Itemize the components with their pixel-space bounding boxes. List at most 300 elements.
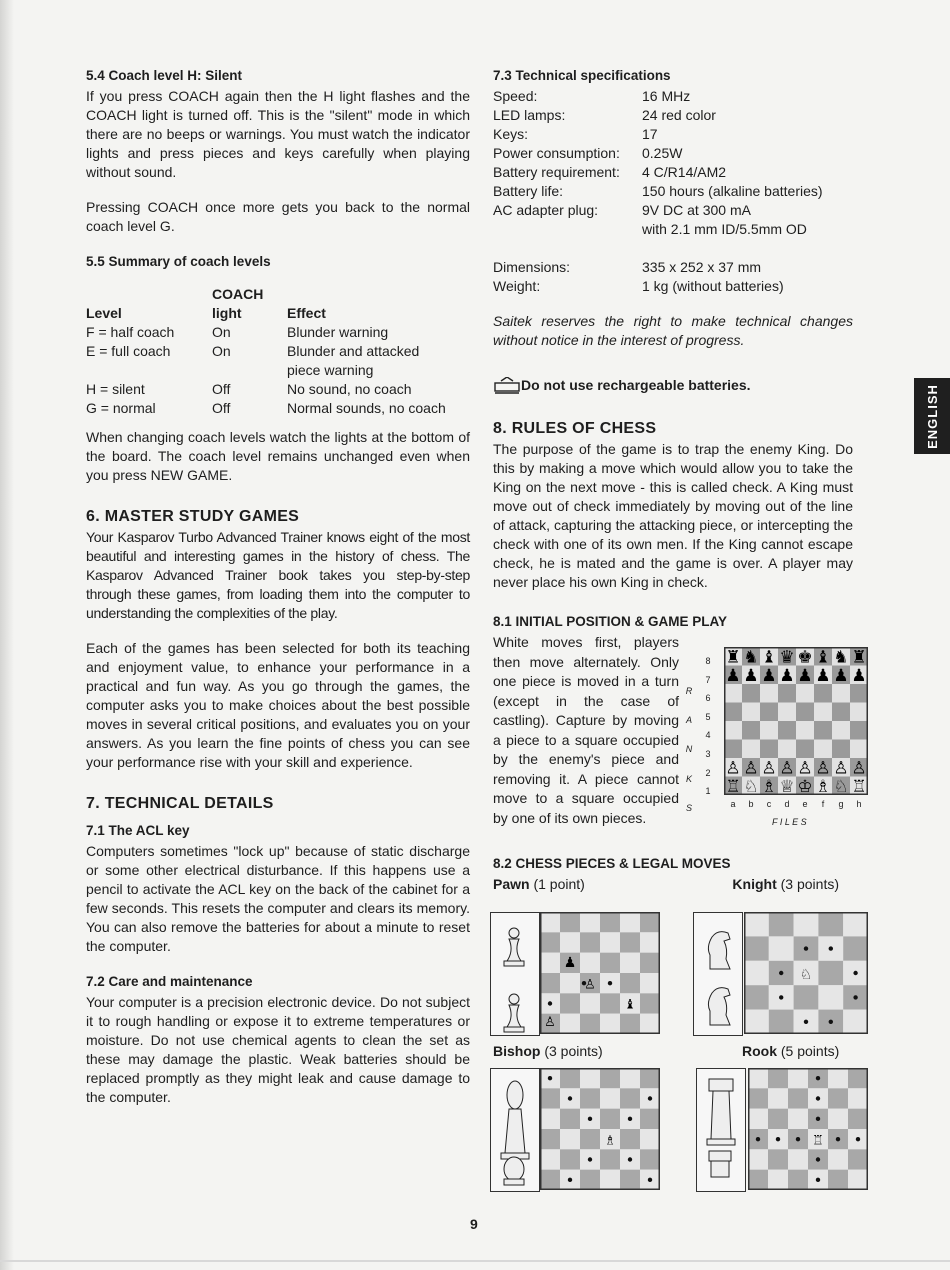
board-square — [796, 721, 814, 740]
bishop-figure — [490, 1068, 540, 1192]
spec-value: with 2.1 mm ID/5.5mm OD — [642, 221, 807, 237]
board-square — [769, 912, 794, 936]
board-square — [788, 1088, 808, 1108]
spec-row — [493, 182, 823, 201]
move-dot — [796, 1137, 800, 1141]
move-dot — [568, 1096, 572, 1100]
battery-warning — [493, 376, 853, 395]
board-square — [850, 721, 868, 740]
board-square — [540, 1170, 560, 1190]
pawn-icon — [504, 994, 524, 1032]
board-square — [828, 1170, 848, 1190]
spec-row — [493, 144, 823, 163]
move-dot — [548, 1001, 552, 1005]
section-5-4-heading: 5.4 Coach level H: Silent — [86, 68, 243, 83]
cell-level: H = silent — [86, 381, 145, 397]
table-row — [86, 342, 470, 380]
board-square — [620, 912, 640, 932]
board-square — [540, 973, 560, 993]
spec-value: 150 hours (alkaline batteries) — [642, 183, 823, 199]
white-piece-icon: ♔ — [797, 777, 813, 795]
board-square — [848, 1068, 868, 1088]
board-square — [748, 1149, 768, 1169]
page-number: 9 — [470, 1216, 478, 1232]
rook-label: Rook (5 points) — [742, 1043, 840, 1059]
board-square — [768, 1109, 788, 1129]
board-square — [640, 1068, 660, 1088]
spec-key: Dimensions: — [493, 259, 571, 275]
white-rook-icon: ♖ — [812, 1133, 824, 1149]
section-6-heading: 6. MASTER STUDY GAMES — [86, 508, 300, 525]
files-label: F I L E S — [772, 817, 807, 827]
file-letter: e — [802, 799, 808, 809]
section-7-1-heading: 7.1 The ACL key — [86, 823, 190, 838]
board-square — [828, 1149, 848, 1169]
black-pawn-icon: ♟ — [743, 666, 759, 686]
board-square — [843, 1010, 868, 1034]
board-square — [769, 1010, 794, 1034]
move-dot — [568, 1178, 572, 1182]
initial-position-board — [724, 647, 868, 795]
board-square — [540, 932, 560, 952]
pawn-label: Pawn (1 point) — [493, 876, 585, 892]
bishop-label: Bishop (3 points) — [493, 1043, 603, 1059]
board-square — [724, 740, 742, 759]
black-pawn-icon: ♟ — [851, 666, 867, 686]
board-square — [560, 1149, 580, 1169]
spec-row — [493, 87, 823, 106]
cell-level: E = full coach — [86, 343, 171, 359]
board-square — [640, 973, 660, 993]
col-effect: Effect — [287, 305, 326, 321]
black-pawn-icon: ♟ — [761, 666, 777, 686]
board-square — [760, 684, 778, 703]
board-square — [640, 1109, 660, 1129]
board-square — [600, 1170, 620, 1190]
black-piece-icon: ♝ — [815, 647, 831, 668]
white-piece-icon: ♕ — [779, 777, 795, 795]
board-square — [788, 1149, 808, 1169]
board-square — [744, 985, 769, 1009]
board-square — [748, 1109, 768, 1129]
spec-key: LED lamps: — [493, 107, 566, 123]
coach-levels-table — [86, 285, 470, 418]
board-square — [832, 684, 850, 703]
move-dot — [853, 995, 857, 999]
board-square — [828, 1068, 848, 1088]
rook-icon — [709, 1151, 731, 1177]
cell-level: F = half coach — [86, 324, 175, 340]
board-square — [620, 1170, 640, 1190]
knight-label: Knight (3 points) — [732, 876, 839, 892]
cell-light: Off — [212, 381, 231, 397]
board-square — [640, 932, 660, 952]
board-square — [778, 721, 796, 740]
board-square — [742, 684, 760, 703]
spec-row — [493, 163, 823, 182]
black-pawn-icon: ♟ — [833, 666, 849, 686]
rook-figure — [696, 1068, 746, 1192]
section-8-heading: 8. RULES OF CHESS — [493, 420, 657, 437]
board-square — [540, 953, 560, 973]
col-level: Level — [86, 305, 122, 321]
cell-effect: Blunder and attacked piece warning — [287, 343, 420, 378]
rank-number: 8 — [705, 656, 711, 666]
move-dot — [648, 1178, 652, 1182]
board-square — [742, 740, 760, 759]
board-square — [768, 1149, 788, 1169]
board-square — [620, 953, 640, 973]
board-square — [540, 912, 560, 932]
board-square — [744, 961, 769, 985]
black-piece-icon: ♜ — [851, 647, 867, 668]
black-pawn-icon: ♟ — [797, 666, 813, 686]
section-5-5-heading: 5.5 Summary of coach levels — [86, 254, 271, 269]
board-square — [560, 1014, 580, 1034]
board-square — [814, 721, 832, 740]
warning-text: Do not use rechargeable batteries. — [521, 377, 751, 393]
move-dot — [816, 1178, 820, 1182]
move-dot — [628, 1157, 632, 1161]
move-dot — [756, 1137, 760, 1141]
board-square — [848, 1170, 868, 1190]
rank-numbers — [703, 652, 713, 801]
board-square — [814, 684, 832, 703]
section-7-1-body: Computers sometimes "lock up" because of static discharge or some other electrical disturbance. If this happens use a pencil to activate the ACL key on the back of the cabinet for a few seconds. This resets the computer and clears its memory. You can also remove the batteries for about a minute to reset the computer. — [86, 843, 470, 954]
board-square — [843, 912, 868, 936]
board-square — [640, 1014, 660, 1034]
board-square — [796, 740, 814, 759]
spec-value: 1 kg (without batteries) — [642, 278, 784, 294]
white-piece-icon: ♖ — [851, 777, 867, 795]
white-piece-icon: ♗ — [815, 777, 831, 795]
board-square — [580, 932, 600, 952]
move-dot — [853, 971, 857, 975]
black-piece-icon: ♞ — [743, 647, 759, 668]
section-8-2 — [493, 854, 853, 894]
board-square — [580, 912, 600, 932]
move-dot — [816, 1157, 820, 1161]
board-square — [832, 740, 850, 759]
rank-number: 6 — [705, 693, 711, 704]
spec-value: 16 MHz — [642, 88, 691, 104]
section-8-2-heading: 8.2 CHESS PIECES & LEGAL MOVES — [493, 856, 731, 871]
board-square — [620, 1068, 640, 1088]
white-pawn-icon: ♙ — [725, 758, 741, 779]
file-letter: f — [821, 799, 825, 809]
white-pawn-icon: ♙ — [761, 758, 777, 779]
move-dot — [836, 1137, 840, 1141]
board-square — [560, 973, 580, 993]
white-piece-icon: ♘ — [833, 777, 849, 795]
black-piece-icon: ♝ — [761, 647, 777, 668]
white-pawn-icon: ♙ — [544, 1014, 556, 1030]
board-square — [560, 912, 580, 932]
board-square — [744, 912, 769, 936]
white-pawn-icon: ♙ — [833, 758, 849, 779]
board-square — [620, 1088, 640, 1108]
black-piece-icon: ♚ — [797, 647, 813, 668]
board-square — [818, 912, 843, 936]
spec-row — [493, 201, 823, 220]
rook-icon — [707, 1079, 735, 1145]
spec-row — [493, 258, 823, 277]
move-dot — [779, 971, 783, 975]
spec-row — [493, 277, 823, 296]
black-piece-icon: ♜ — [725, 647, 741, 668]
black-pawn-icon: ♟ — [815, 666, 831, 686]
pawn-move-board — [540, 912, 660, 1034]
board-square — [796, 684, 814, 703]
move-dot — [816, 1096, 820, 1100]
section-6-p2: Each of the games has been selected for both its teaching and enjoyment value, to enhance your performance in a practical and fun way. As you go through the games, the computer asks you to make choices about the best possible moves in several critical positions, and evaluates you on your answers. As you learn the fine points of chess you can see your performance rise with your skill and experience. — [86, 640, 470, 770]
board-square — [850, 684, 868, 703]
section-8-body: The purpose of the game is to trap the enemy King. Do this by making a move which would allow you to take the King on the next move - this is called check. A King must move out of check immediately by moving out of the line of attack, capturing the attacking piece, or intercepting the check with one of its own men. If the King cannot escape check, he is mated and the game is over. A player may never place his own King in check. — [493, 441, 853, 590]
board-square — [828, 1088, 848, 1108]
board-square — [744, 936, 769, 960]
board-square — [848, 1109, 868, 1129]
board-square — [818, 985, 843, 1009]
board-square — [620, 973, 640, 993]
board-square — [796, 703, 814, 722]
file-letter: g — [838, 799, 844, 809]
cell-effect: Blunder warning — [287, 324, 389, 340]
move-dot — [776, 1137, 780, 1141]
board-square — [818, 961, 843, 985]
section-5-4-body2: Pressing COACH once more gets you back to the normal coach level G. — [86, 199, 470, 234]
board-square — [768, 1088, 788, 1108]
spec-row — [493, 125, 823, 144]
white-bishop-icon: ♗ — [604, 1133, 616, 1149]
language-tab: ENGLISH — [914, 378, 950, 454]
move-dot — [804, 946, 808, 950]
board-square — [814, 740, 832, 759]
knight-figure — [693, 912, 743, 1036]
board-square — [580, 1014, 600, 1034]
board-square — [640, 1129, 660, 1149]
board-square — [600, 932, 620, 952]
board-square — [850, 703, 868, 722]
file-letter: b — [748, 799, 754, 809]
board-square — [580, 1088, 600, 1108]
board-square — [748, 1068, 768, 1088]
board-square — [620, 1014, 640, 1034]
section-8-1-heading: 8.1 INITIAL POSITION & GAME PLAY — [493, 614, 728, 629]
board-square — [600, 1014, 620, 1034]
white-pawn-icon: ♙ — [797, 758, 813, 779]
move-dot — [804, 1020, 808, 1024]
move-dot — [588, 1117, 592, 1121]
white-pawn-icon: ♙ — [779, 758, 795, 779]
board-square — [748, 1088, 768, 1108]
spec-key: AC adapter plug: — [493, 202, 599, 218]
spec-value: 24 red color — [642, 107, 716, 123]
board-square — [828, 1109, 848, 1129]
board-square — [768, 1170, 788, 1190]
board-square — [724, 703, 742, 722]
board-square — [832, 703, 850, 722]
board-square — [560, 932, 580, 952]
spec-key — [493, 220, 642, 239]
white-pawn-icon: ♙ — [584, 977, 596, 993]
file-letter: d — [784, 799, 790, 809]
file-letter: a — [730, 799, 736, 809]
white-pawn-icon: ♙ — [851, 758, 867, 779]
board-square — [742, 703, 760, 722]
white-pawn-icon: ♙ — [743, 758, 759, 779]
board-square — [788, 1109, 808, 1129]
table-row — [86, 399, 470, 418]
spec-value: 4 C/R14/AM2 — [642, 164, 727, 180]
spec-table — [493, 87, 823, 296]
black-pawn-icon: ♟ — [725, 666, 741, 686]
board-square — [843, 936, 868, 960]
knight-icon — [708, 932, 730, 969]
bishop-move-board — [540, 1068, 660, 1190]
board-square — [788, 1068, 808, 1088]
board-square — [600, 1109, 620, 1129]
black-pawn-icon: ♟ — [779, 666, 795, 686]
no-recharge-icon — [493, 377, 521, 395]
cell-effect: Normal sounds, no coach — [287, 400, 446, 416]
white-piece-icon: ♗ — [761, 777, 777, 795]
move-dot — [648, 1096, 652, 1100]
section-8-1-body: White moves first, players then move alternately. Only one piece is moved in a turn (except in the case of castling). Capture by moving a piece to a square occupied by the enemy's piece and removing it. A piece cannot move to a square occupied by one of its own pieces. — [493, 634, 679, 826]
spec-value: 335 x 252 x 37 mm — [642, 259, 762, 275]
table-row — [86, 323, 470, 342]
cell-light: On — [212, 343, 231, 359]
board-square — [640, 912, 660, 932]
board-square — [560, 1109, 580, 1129]
rook-move-board — [748, 1068, 868, 1190]
board-square — [832, 721, 850, 740]
spec-value: 9V DC at 300 mA — [642, 202, 751, 218]
board-square — [620, 932, 640, 952]
board-square — [742, 721, 760, 740]
rank-number: 4 — [705, 730, 711, 741]
board-square — [724, 684, 742, 703]
table-row — [86, 380, 470, 399]
move-dot — [829, 946, 833, 950]
spec-note: Saitek reserves the right to make technical changes without notice in the interest of progress. — [493, 313, 853, 348]
board-square — [778, 684, 796, 703]
left-column — [86, 66, 470, 1107]
spec-value: 0.25W — [642, 145, 683, 161]
board-square — [580, 1170, 600, 1190]
section-6-p1: Your Kasparov Turbo Advanced Trainer knows eight of the most beautiful and interesting games in the history of chess. The Kasparov Advanced Trainer book takes you step-by-step through these games, from loading them into the computer to understanding the complexities of the play. — [86, 529, 470, 621]
board-square — [600, 1088, 620, 1108]
rank-number: 1 — [705, 786, 711, 797]
black-piece-icon: ♛ — [779, 647, 795, 668]
black-pawn-icon: ♟ — [563, 954, 577, 971]
spec-key: Power consumption: — [493, 145, 620, 161]
file-letter: c — [766, 799, 772, 809]
board-square — [814, 703, 832, 722]
board-square — [748, 1170, 768, 1190]
board-square — [788, 1170, 808, 1190]
file-letter: h — [856, 799, 862, 809]
cell-light: On — [212, 324, 231, 340]
page-shadow — [0, 0, 14, 1270]
board-square — [600, 953, 620, 973]
board-square — [769, 936, 794, 960]
board-square — [794, 912, 819, 936]
move-dot — [628, 1117, 632, 1121]
black-piece-icon: ♞ — [833, 647, 849, 668]
board-square — [580, 993, 600, 1013]
board-square — [600, 993, 620, 1013]
section-7-2-body: Your computer is a precision electronic device. Do not subject it to rough handling or expose it to extreme temperatures or moisture. Do not use chemical agents to clean the set as these may damage the plastic. Weak batteries should be replaced promptly as they might leak and cause damage to the computer. — [86, 994, 470, 1105]
file-letters — [724, 799, 868, 809]
bishop-icon — [501, 1081, 529, 1159]
footer-line — [0, 1260, 950, 1262]
move-dot — [816, 1117, 820, 1121]
board-square — [560, 1129, 580, 1149]
spec-key: Weight: — [493, 278, 541, 294]
col-light: light — [212, 305, 242, 321]
board-square — [560, 1068, 580, 1088]
spec-row — [493, 220, 823, 239]
knight-move-board — [744, 912, 868, 1034]
board-square — [778, 740, 796, 759]
move-dot — [829, 1020, 833, 1024]
spec-key: Keys: — [493, 126, 529, 142]
board-square — [760, 740, 778, 759]
col-coach: COACH — [212, 286, 264, 302]
white-piece-icon: ♖ — [725, 777, 741, 795]
move-dot — [856, 1137, 860, 1141]
move-dot — [816, 1076, 820, 1080]
board-square — [600, 1068, 620, 1088]
board-square — [778, 703, 796, 722]
cell-light: Off — [212, 400, 231, 416]
cell-level: G = normal — [86, 400, 156, 416]
board-square — [580, 1129, 600, 1149]
move-dot — [779, 995, 783, 999]
rank-number: 7 — [705, 674, 711, 685]
spec-key: Battery requirement: — [493, 164, 620, 180]
board-square — [540, 1129, 560, 1149]
rank-number: 2 — [705, 767, 711, 778]
spec-key: Speed: — [493, 88, 538, 104]
board-square — [600, 1149, 620, 1169]
section-7-2-heading: 7.2 Care and maintenance — [86, 974, 253, 989]
board-square — [848, 1088, 868, 1108]
spec-value: 17 — [642, 126, 658, 142]
board-square — [580, 1068, 600, 1088]
ranks-label: R A N K S — [685, 686, 693, 813]
board-square — [640, 993, 660, 1013]
white-knight-icon: ♘ — [799, 967, 813, 984]
spec-key: Battery life: — [493, 183, 564, 199]
rank-number: 3 — [705, 748, 711, 759]
board-square — [620, 1129, 640, 1149]
cell-effect: No sound, no coach — [287, 381, 412, 397]
pawn-icon — [504, 928, 524, 966]
board-square — [848, 1149, 868, 1169]
spec-row — [493, 106, 823, 125]
rank-number: 5 — [705, 711, 711, 722]
move-dot — [608, 981, 612, 985]
board-square — [640, 953, 660, 973]
section-7-3-heading: 7.3 Technical specifications — [493, 68, 671, 83]
section-5-5-after: When changing coach levels watch the lights at the bottom of the board. The coach level remains unchanged even when you press NEW GAME. — [86, 429, 470, 483]
board-square — [760, 703, 778, 722]
move-dot — [588, 1157, 592, 1161]
board-square — [768, 1068, 788, 1088]
pawn-figure — [490, 912, 540, 1036]
section-7-heading: 7. TECHNICAL DETAILS — [86, 795, 274, 812]
